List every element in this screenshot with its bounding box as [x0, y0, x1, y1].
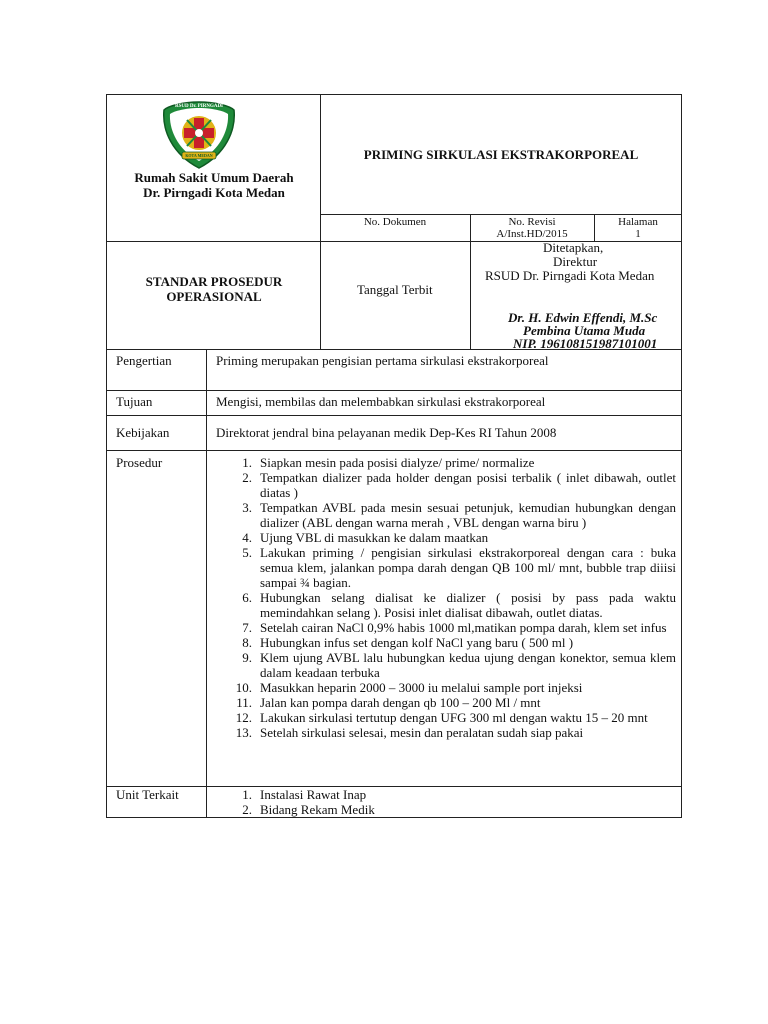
prosedur-step-5 — [216, 545, 676, 590]
prosedur-step-6 — [216, 590, 676, 620]
prosedur-step-8 — [216, 635, 676, 650]
kebijakan-label: Kebijakan — [116, 425, 170, 440]
step-number: 10. — [235, 680, 252, 695]
prosedur-step-13 — [216, 725, 676, 740]
tanggal-terbit-label: Tanggal Terbit — [357, 282, 433, 297]
logo-label: RSUD Dr. PIRNGADI — [174, 104, 223, 109]
prosedur-step-11 — [216, 695, 676, 710]
prosedur-step-3 — [216, 500, 676, 530]
step-text: Ujung VBL di masukkan ke dalam maatkan — [260, 530, 489, 545]
unit-terkait-list — [216, 787, 676, 817]
halaman-value: 1 — [635, 228, 641, 240]
prosedur-step-7 — [216, 620, 676, 635]
tujuan-label: Tujuan — [116, 394, 153, 409]
step-text: Tempatkan AVBL pada mesin sesuai petunjuk, kemudian hubungkan dengan dializer (ABL dengan warna merah , VBL dengan warna biru ) — [260, 500, 676, 530]
line-kebijakan-bottom — [106, 450, 682, 451]
line-title-bottom — [320, 214, 682, 215]
unit-number: 2. — [242, 802, 252, 817]
step-text: Masukkan heparin 2000 – 3000 iu melalui sample port injeksi — [260, 680, 583, 695]
line-label-divider — [206, 350, 207, 818]
sop-label-line2: OPERASIONAL — [166, 289, 262, 304]
line-header-divider — [320, 94, 321, 350]
step-text: Lakukan priming / pengisian sirkulasi ekstrakorporeal dengan cara : buka semua klem, jalankan pompa darah dengan QB 100 ml/ mnt, bubble trap diiisi sampai ¾ bagian. — [260, 545, 676, 590]
line-tujuan-bottom — [106, 415, 682, 416]
hospital-name-line1: Rumah Sakit Umum Daerah — [134, 170, 294, 185]
step-text: Lakukan sirkulasi tertutup dengan UFG 300 ml dengan waktu 15 – 20 mnt — [260, 710, 648, 725]
step-number: 3. — [242, 500, 252, 515]
step-number: 7. — [242, 620, 252, 635]
hospital-name-line2: Dr. Pirngadi Kota Medan — [143, 185, 285, 200]
direktur-text: Direktur — [553, 254, 598, 269]
unit-text: Instalasi Rawat Inap — [260, 787, 367, 802]
pengertian-text: Priming merupakan pengisian pertama sirkulasi ekstrakorporeal — [216, 353, 549, 368]
line-tanggal-divider — [470, 214, 471, 350]
unit-number: 1. — [242, 787, 252, 802]
ditetapkan-text: Ditetapkan, — [543, 240, 604, 255]
step-text: Siapkan mesin pada posisi dialyze/ prime/ normalize — [260, 455, 535, 470]
step-text: Hubungkan infus set dengan kolf NaCl yang baru ( 500 ml ) — [260, 635, 574, 650]
prosedur-step-12 — [216, 710, 676, 725]
line-halaman-divider — [594, 214, 595, 242]
prosedur-step-1 — [216, 455, 676, 470]
step-number: 8. — [242, 635, 252, 650]
step-number: 4. — [242, 530, 252, 545]
signer-nip: NIP. 196108151987101001 — [513, 336, 658, 351]
step-text: Tempatkan dializer pada holder dengan posisi terbalik ( inlet dibawah, outlet diatas ) — [260, 470, 676, 500]
border-top — [106, 94, 682, 95]
unit-terkait-label: Unit Terkait — [116, 787, 179, 802]
step-text: Hubungkan selang dialisat ke dializer ( posisi by pass pada waktu memindahkan selang ). Posisi inlet dialisat dibawah, outlet diatas. — [260, 590, 676, 620]
step-number: 13. — [235, 725, 252, 740]
logo-banner: KOTA MEDAN — [185, 153, 213, 158]
no-revisi-value: A/Inst.HD/2015 — [496, 228, 568, 240]
unit-item-1 — [216, 787, 676, 802]
pengertian-label: Pengertian — [116, 353, 172, 368]
step-number: 9. — [242, 650, 252, 665]
border-left — [106, 94, 107, 818]
hospital-logo — [160, 100, 238, 170]
sop-label-line1: STANDAR PROSEDUR — [145, 274, 283, 289]
step-number: 11. — [236, 695, 252, 710]
prosedur-label: Prosedur — [116, 455, 163, 470]
step-text: Setelah cairan NaCl 0,9% habis 1000 ml,matikan pompa darah, klem set infus — [260, 620, 667, 635]
border-right — [681, 94, 682, 818]
step-number: 5. — [242, 545, 252, 560]
prosedur-list — [216, 455, 676, 740]
prosedur-step-9 — [216, 650, 676, 680]
halaman-label: Halaman — [618, 216, 658, 228]
document-title: PRIMING SIRKULASI EKSTRAKORPOREAL — [363, 147, 639, 162]
signer-name: Dr. H. Edwin Effendi, M.Sc — [508, 310, 658, 325]
step-number: 1. — [242, 455, 252, 470]
signer-rank: Pembina Utama Muda — [523, 323, 646, 338]
prosedur-step-10 — [216, 680, 676, 695]
step-number: 2. — [242, 470, 252, 485]
prosedur-step-4 — [216, 530, 676, 545]
step-text: Setelah sirkulasi selesai, mesin dan peralatan sudah siap pakai — [260, 725, 584, 740]
no-revisi-label: No. Revisi — [508, 216, 556, 228]
step-number: 6. — [242, 590, 252, 605]
unit-item-2 — [216, 802, 676, 817]
kebijakan-text: Direktorat jendral bina pelayanan medik Dep-Kes RI Tahun 2008 — [216, 425, 557, 440]
step-text: Jalan kan pompa darah dengan qb 100 – 200 Ml / mnt — [260, 695, 541, 710]
unit-text: Bidang Rekam Medik — [260, 802, 375, 817]
border-bottom — [106, 817, 682, 818]
line-pengertian-bottom — [106, 390, 682, 391]
prosedur-step-2 — [216, 470, 676, 500]
hospital-logo-icon — [160, 100, 238, 170]
step-text: Klem ujung AVBL lalu hubungkan kedua ujung dengan konektor, semua klem dalam keadaan terbuka — [260, 650, 676, 680]
no-dokumen-label: No. Dokumen — [363, 216, 427, 228]
step-number: 12. — [235, 710, 252, 725]
rsud-text: RSUD Dr. Pirngadi Kota Medan — [485, 268, 655, 283]
tujuan-text: Mengisi, membilas dan melembabkan sirkulasi ekstrakorporeal — [216, 394, 546, 409]
